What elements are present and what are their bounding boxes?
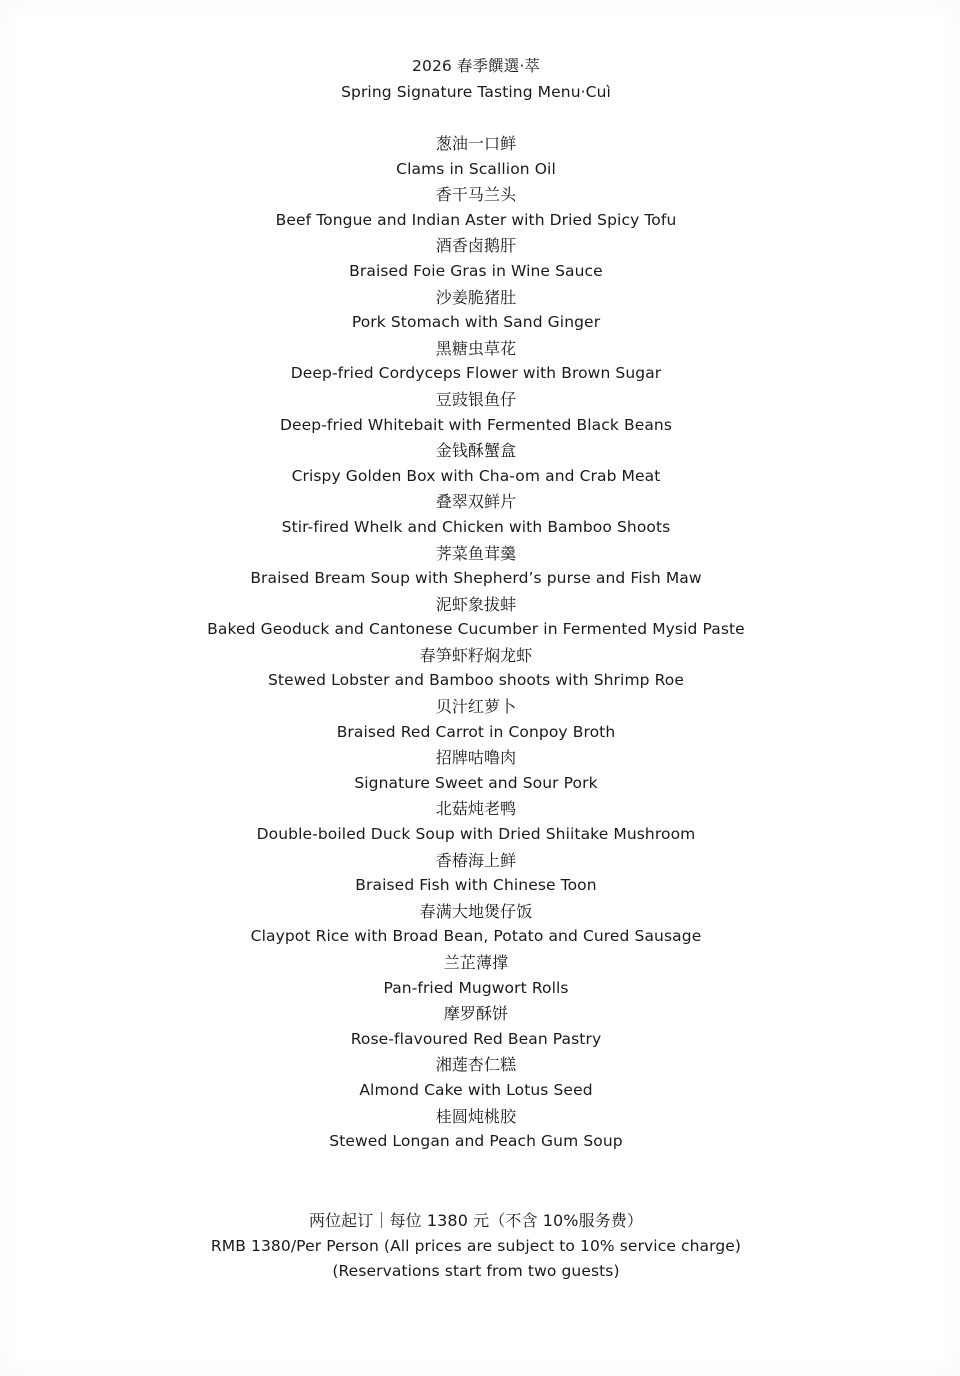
dish-name-english: Deep-fried Cordyceps Flower with Brown Sugar <box>290 364 662 383</box>
dish-name-english: Braised Foie Gras in Wine Sauce <box>349 261 603 280</box>
dish-name-english: Stewed Longan and Peach Gum Soup <box>329 1132 623 1151</box>
title-chinese: 2026 春季饌選·萃 <box>412 57 540 75</box>
dish-name-english: Braised Red Carrot in Conpoy Broth <box>336 722 616 741</box>
dish-name-chinese: 黑糖虫草花 <box>435 338 517 358</box>
dish-item <box>0 336 952 387</box>
dish-name-chinese: 摩罗酥饼 <box>443 1004 509 1024</box>
dish-name-chinese: 北菇炖老鸭 <box>435 799 517 819</box>
dish-name-english: Braised Bream Soup with Shepherd’s purse and Fish Maw <box>250 569 702 588</box>
dish-name-chinese: 湘莲杏仁糕 <box>435 1055 517 1075</box>
menu-header <box>0 54 952 105</box>
dish-name-chinese: 春笋虾籽焖龙虾 <box>419 645 533 665</box>
dish-item <box>0 387 952 438</box>
dish-item <box>0 489 952 540</box>
dish-name-chinese: 豆豉银鱼仔 <box>435 389 517 409</box>
dish-name-english: Signature Sweet and Sour Pork <box>354 773 598 792</box>
dish-item <box>0 131 952 182</box>
dish-item <box>0 950 952 1001</box>
dish-name-chinese: 金钱酥蟹盒 <box>435 441 517 461</box>
dish-name-chinese: 兰芷薄撑 <box>443 953 509 972</box>
reservation-note: (Reservations start from two guests) <box>332 1262 620 1281</box>
dish-name-english: Claypot Rice with Broad Bean, Potato and Cured Sausage <box>250 927 702 946</box>
dish-name-chinese: 沙姜脆猪肚 <box>435 287 517 307</box>
dish-name-chinese: 香椿海上鲜 <box>435 850 517 870</box>
dish-item <box>0 285 952 336</box>
dish-name-english: Rose-flavoured Red Bean Pastry <box>350 1029 602 1048</box>
dish-name-chinese: 酒香卤鹅肝 <box>435 236 517 256</box>
dish-item <box>0 1104 952 1155</box>
dish-name-chinese: 贝汁红萝卜 <box>435 697 517 717</box>
pricing-footer <box>0 1208 952 1285</box>
dish-name-english: Stewed Lobster and Bamboo shoots with Shrimp Roe <box>267 671 684 690</box>
dish-item <box>0 899 952 950</box>
dish-name-chinese: 荠菜鱼茸羹 <box>435 543 517 563</box>
dish-item <box>0 745 952 796</box>
dish-item <box>0 592 952 643</box>
dish-name-chinese: 香干马兰头 <box>435 185 517 205</box>
dish-name-english: Double-boiled Duck Soup with Dried Shiitake Mushroom <box>256 825 696 844</box>
dish-item <box>0 796 952 847</box>
dish-item <box>0 848 952 899</box>
dish-name-chinese: 葱油一口鲜 <box>435 134 517 153</box>
dish-name-english: Beef Tongue and Indian Aster with Dried Spicy Tofu <box>275 210 677 229</box>
dish-name-chinese: 招牌咕噜肉 <box>435 748 517 768</box>
dish-item <box>0 1052 952 1103</box>
dish-item <box>0 694 952 745</box>
dish-name-english: Crispy Golden Box with Cha-om and Crab Meat <box>291 466 661 485</box>
dish-item <box>0 541 952 592</box>
dish-name-english: Pan-fried Mugwort Rolls <box>383 978 569 997</box>
price-chinese: 两位起订｜每位 1380 元（不含 10%服务费） <box>308 1211 644 1230</box>
dish-name-english: Deep-fried Whitebait with Fermented Black Beans <box>279 415 673 434</box>
dish-name-english: Pork Stomach with Sand Ginger <box>351 313 601 332</box>
dish-item <box>0 1001 952 1052</box>
dish-name-english: Braised Fish with Chinese Toon <box>355 876 597 895</box>
dish-name-english: Almond Cake with Lotus Seed <box>359 1080 593 1099</box>
dish-name-chinese: 桂圆炖桃胶 <box>435 1106 517 1126</box>
dish-name-chinese: 春满大地煲仔饭 <box>419 901 533 921</box>
price-english: RMB 1380/Per Person (All prices are subject to 10% service charge) <box>210 1236 742 1255</box>
dish-item <box>0 438 952 489</box>
dish-name-english: Stir-fired Whelk and Chicken with Bamboo Shoots <box>281 517 671 536</box>
dish-item <box>0 182 952 233</box>
dish-name-english: Clams in Scallion Oil <box>396 159 556 178</box>
dish-list <box>0 131 952 1155</box>
title-english: Spring Signature Tasting Menu·Cuì <box>341 82 611 101</box>
dish-item <box>0 643 952 694</box>
dish-name-chinese: 泥虾象拔蚌 <box>435 594 517 614</box>
dish-name-english: Baked Geoduck and Cantonese Cucumber in Fermented Mysid Paste <box>207 620 745 639</box>
dish-item <box>0 233 952 284</box>
dish-name-chinese: 叠翠双鲜片 <box>435 492 517 512</box>
